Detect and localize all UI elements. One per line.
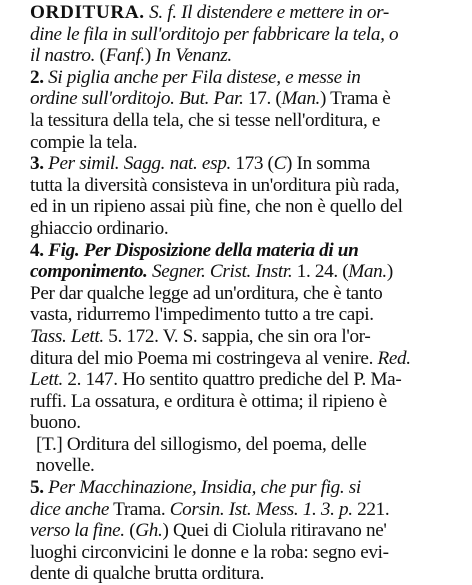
text-run: ) (144, 45, 156, 67)
text-run: dine le fila in sull'orditojo per fabbricare la tela, o (30, 23, 399, 45)
text-run: dice anche (30, 498, 110, 520)
text-run: In Venanz. (155, 45, 232, 67)
text-run: Per simil. Sagg. nat. esp. (48, 153, 231, 175)
text-run: Si piglia anche per Fila distese, e messe in (48, 66, 361, 88)
text-line (6, 110, 466, 132)
text-run: 4. (30, 239, 49, 261)
text-run: Fanf. (105, 45, 145, 67)
text-run: ( (99, 45, 106, 67)
text-run: C (273, 153, 287, 175)
text-run: 5. (30, 477, 49, 499)
text-run: Per Macchinazione, Insidia, che pur fig. si (48, 477, 361, 499)
text-run: 173 ( (230, 153, 274, 175)
text-line (6, 434, 466, 456)
text-run: ( (124, 520, 136, 542)
text-line (6, 153, 466, 175)
text-run: ruffi. La ossatura, e orditura è ottima; il ripieno è (30, 390, 387, 412)
text-run: 3. (30, 153, 49, 175)
text-line (6, 499, 466, 521)
sense-paragraph (6, 2, 466, 67)
text-run: dente di qualche brutta orditura. (30, 563, 265, 585)
text-run: ORDITURA. (30, 2, 145, 23)
text-line (6, 542, 466, 564)
text-run: Trama. (109, 498, 170, 520)
text-run: Segner. Crist. Instr. (151, 261, 293, 283)
text-run: vasta, ridurremo l'impedimento tutto a tre capi. (30, 304, 374, 326)
text-run: 1. 24. ( (292, 261, 349, 283)
dictionary-entry-orditura (6, 2, 466, 585)
text-line (6, 283, 466, 305)
text-run: Man. (348, 261, 387, 283)
text-run: 17. ( (243, 88, 282, 110)
text-line (6, 196, 466, 218)
sense-paragraph (6, 477, 466, 585)
text-line (6, 2, 466, 24)
text-line (6, 24, 466, 46)
text-line (6, 67, 466, 89)
text-line (6, 348, 466, 370)
text-line (6, 520, 466, 542)
text-run: novelle. (36, 455, 95, 477)
text-run: [T.] Orditura del sillogismo, del poema, delle (36, 433, 367, 455)
text-run: Corsin. Ist. Mess. 1. 3. p. (169, 498, 353, 520)
text-run: Tass. Lett. (30, 325, 104, 347)
text-run: ed in un ripieno assai più fine, che non è quello del (30, 196, 403, 218)
text-run: ) In somma (286, 153, 370, 175)
text-run: ghiaccio ordinario. (30, 217, 169, 239)
text-line (6, 369, 466, 391)
text-run: buono. (30, 412, 81, 434)
text-run: Gh. (135, 520, 163, 542)
text-line (6, 218, 466, 240)
text-run: Lett. (30, 369, 63, 391)
text-run: ) Quei di Ciolula ritiravano ne' (162, 520, 387, 542)
text-run: tutta la diversità consisteva in un'orditura più rada, (30, 174, 400, 196)
text-run: luoghi circonvicini le donne e la roba: segno evi- (30, 541, 389, 563)
text-line (6, 304, 466, 326)
text-run: ) Trama è (320, 88, 391, 110)
text-line (6, 477, 466, 499)
sense-paragraph (6, 153, 466, 239)
text-run: S. f. Il distendere e mettere in or- (144, 2, 389, 23)
text-run: ditura del mio Poema mi costringeva al venire. (30, 347, 378, 369)
text-line (6, 326, 466, 348)
text-line (6, 88, 466, 110)
text-run: ordine sull'orditojo. But. Par. (30, 88, 244, 110)
text-line (6, 261, 466, 283)
text-line (6, 391, 466, 413)
text-run: verso la fine. (30, 520, 125, 542)
text-run: Per dar qualche legge ad un'orditura, che è tanto (30, 282, 383, 304)
text-run: compie la tela. (30, 131, 138, 153)
text-line (6, 455, 466, 477)
text-line (6, 175, 466, 197)
text-run: 5. 172. V. S. sappia, che sin ora l'or- (103, 325, 371, 347)
sense-paragraph (6, 67, 466, 153)
text-run: la tessitura della tela, che si tesse nell'orditura, e (30, 109, 381, 131)
text-run: componimento. (30, 261, 152, 283)
text-run: 2. 147. Ho sentito quattro prediche del P. Ma- (62, 369, 402, 391)
text-run: 2. (30, 66, 49, 88)
text-line (6, 132, 466, 154)
text-line (6, 240, 466, 262)
sense-note-paragraph (6, 434, 466, 477)
sense-paragraph (6, 240, 466, 434)
text-run: Red. (377, 347, 411, 369)
text-line (6, 45, 466, 67)
text-run: 221. (352, 498, 390, 520)
text-run: il nastro. (30, 45, 100, 67)
text-run: Man. (281, 88, 321, 110)
text-run: ) (386, 261, 393, 283)
text-run: Fig. Per Disposizione della materia di un (48, 239, 359, 261)
text-line (6, 563, 466, 585)
text-line (6, 412, 466, 434)
